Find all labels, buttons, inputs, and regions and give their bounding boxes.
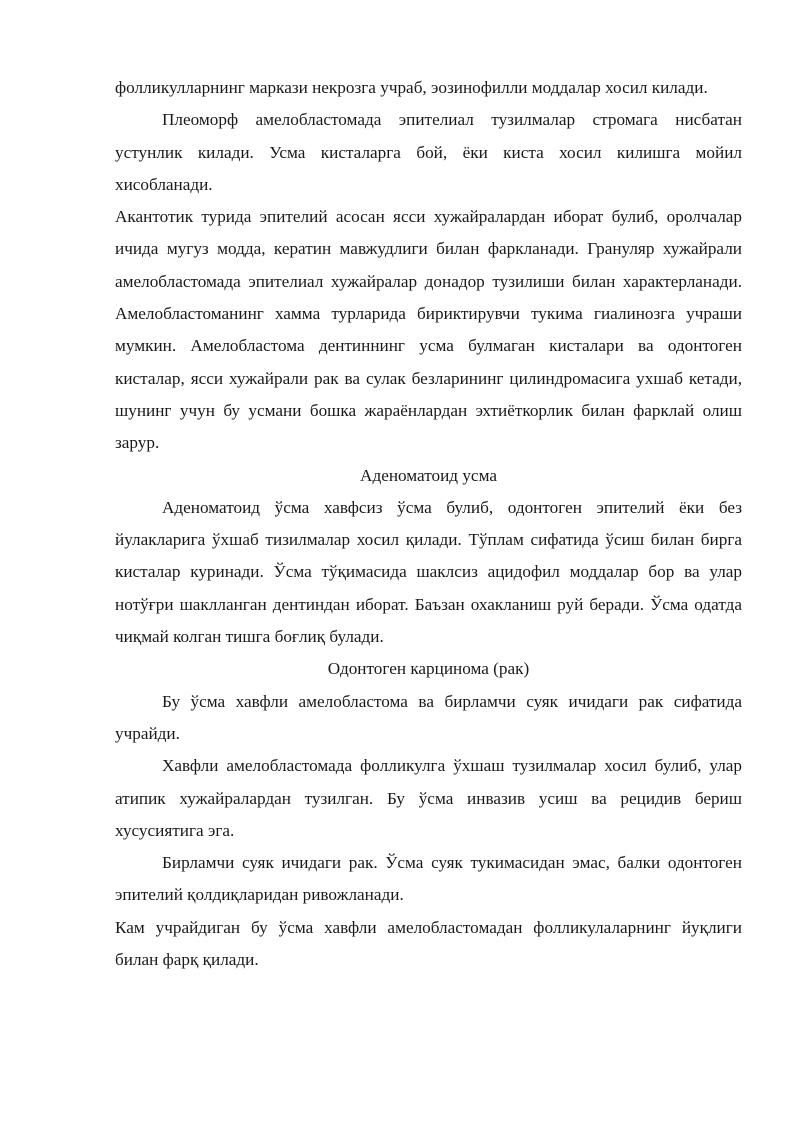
paragraph-rare-tumor: Кам учрайдиган бу ўсма хавфли амелобластомадан фолликулаларнинг йуқлиги билан фарқ қилади. — [115, 917, 742, 970]
paragraph-pleomorphic: Плеоморф амелобластомада эпителиал тузилмалар стромага нисбатан устунлик килади. Усма кисталарга бой, ёки киста хосил килишга мойил хисобланади. — [115, 110, 742, 194]
paragraph-carcinoma-intro: Бу ўсма хавфли амелобластома ва бирламчи суяк ичидаги рак сифатида учрайди. — [115, 691, 742, 743]
section-heading-adenomatoid: Аденоматоид усма — [360, 465, 497, 485]
paragraph-continuation: фолликулларнинг маркази некрозга учраб, эозинофилли моддалар хосил килади. — [115, 78, 708, 97]
paragraph-acanthotic: Акантотик турида эпителий асосан ясси хужайралардан иборат булиб, оролчалар ичида мугуз модда, кератин мавжудлиги билан фаркланади. Грануляр хужайрали амелобластомада эпителиал хужайралар донадор тузилиши билан характерланади. Амелобластоманинг хамма турларида бириктирувчи тукима гиалинозга учраши мумкин. Амелобластома дентиннинг усма булмаган кисталари ва одонтоген кисталар, ясси хужайрали рак ва сулак безларининг цилиндромасига ухшаб кетади, шунинг учун бу усмани бошка жараёнлардан эхтиёткорлик билан фарклай олиш зарур. — [115, 207, 742, 453]
document-body — [115, 72, 742, 976]
paragraph-primary-intraosseous: Бирламчи суяк ичидаги рак. Ўсма суяк тукимасидан эмас, балки одонтоген эпителий қолдиқларидан ривожланади. — [115, 853, 742, 905]
section-heading-carcinoma: Одонтоген карцинома (рак) — [327, 659, 530, 679]
paragraph-malignant-ameloblastoma: Хавфли амелобластомада фолликулга ўхшаш тузилмалар хосил булиб, улар атипик хужайралардан тузилган. Бу ўсма инвазив усиш ва рецидив бериш хусусиятига эга. — [115, 756, 742, 840]
paragraph-adenomatoid: Аденоматоид ўсма хавфсиз ўсма булиб, одонтоген эпителий ёки без йулакларига ўхшаб тизилмалар хосил қилади. Тўплам сифатида ўсиш билан бирга кисталар куринади. Ўсма тўқимасида шаклсиз ацидофил моддалар бор ва улар нотўғри шаклланган дентиндан иборат. Баъзан охакланиш руй беради. Ўсма одатда чиқмай колган тишга боғлиқ булади. — [115, 497, 742, 647]
